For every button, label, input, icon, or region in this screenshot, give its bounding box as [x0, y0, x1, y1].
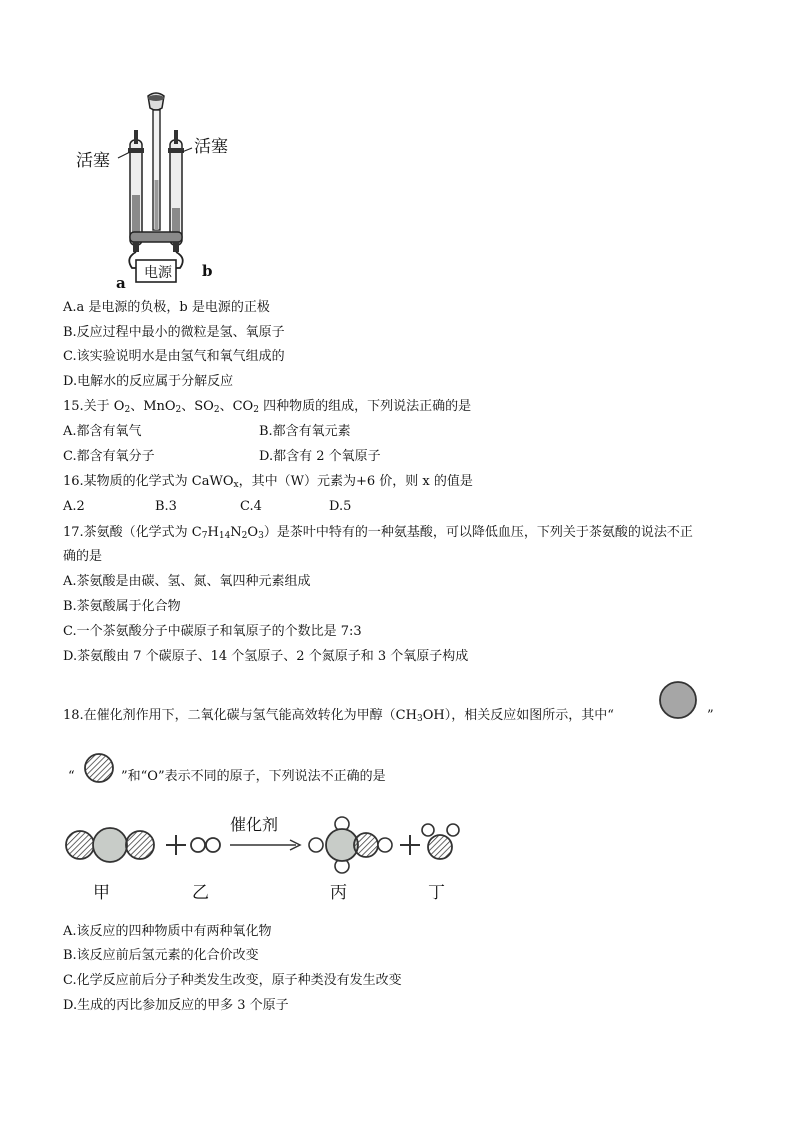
q14-option-b: B.反应过程中最小的微粒是氢、氧原子	[63, 325, 285, 340]
q17-option-a: A.茶氨酸是由碳、氢、氮、氧四种元素组成	[63, 574, 311, 589]
q15-option-b: B.都含有氧元素	[259, 424, 351, 439]
q18-stem-line2-open-quote: “	[68, 769, 75, 784]
q16-stem: 16.某物质的化学式为 CaWO$_x$，其中（W）元素为+6 价，则 x 的值是	[63, 474, 473, 490]
q18-option-b: B.该反应前后氢元素的化合价改变	[63, 948, 259, 963]
electrode-a-label: a	[116, 274, 126, 292]
q18-option-c: C.化学反应前后分子种类发生改变，原子种类没有发生改变	[63, 973, 402, 988]
hatched-atom-legend-icon	[79, 748, 119, 788]
q15-stem: 15.关于 $O_2$、MnO$_2$、$SO_2$、$CO_2$ 四种物质的组成，下列说法正确的是	[63, 399, 472, 415]
q14-option-d: D.电解水的反应属于分解反应	[63, 374, 234, 389]
electrode-b-label: b	[202, 262, 213, 280]
q16-option-b: B.3	[155, 499, 177, 514]
q16-option-a: A.2	[63, 499, 85, 514]
left-stopcock-label: 活塞	[76, 151, 110, 171]
label-jia: 甲	[93, 883, 110, 903]
q17-stem: 17.茶氨酸（化学式为 $C_7H_{14}N_2O_3$）是茶叶中特有的一种氨基酸，可以降低血压，下列关于茶氨酸的说法不正	[63, 525, 693, 541]
label-bing: 丙	[330, 883, 347, 903]
power-source-label: 电源	[144, 265, 172, 281]
molecule-ding	[422, 824, 459, 859]
q18-option-d: D.生成的丙比参加反应的甲多 3 个原子	[63, 998, 289, 1013]
q18-stem-line1-close-quote: ”	[707, 708, 714, 723]
q15-option-d: D.都含有 2 个氧原子	[259, 449, 381, 464]
q18-stem-line2-rest: ”和“O”表示不同的原子，下列说法不正确的是	[121, 769, 386, 784]
q16-option-d: D.5	[329, 499, 352, 514]
right-stopcock-label: 活塞	[194, 137, 228, 157]
label-yi: 乙	[192, 883, 209, 903]
gray-atom-legend-icon	[656, 678, 700, 722]
q14-option-a: A.a 是电源的负极，b 是电源的正极	[63, 300, 270, 315]
q17-stem-line2: 确的是	[63, 549, 103, 564]
catalyst-label: 催化剂	[230, 815, 279, 834]
q17-option-d: D.茶氨酸由 7 个碳原子、14 个氢原子、2 个氮原子和 3 个氧原子构成	[63, 649, 469, 664]
q14-option-c: C.该实验说明水是由氢气和氧气组成的	[63, 349, 285, 364]
q18-option-a: A.该反应的四种物质中有两种氧化物	[63, 924, 272, 939]
q17-option-c: C.一个茶氨酸分子中碳原子和氧原子的个数比是 7:3	[63, 624, 362, 639]
q17-option-b: B.茶氨酸属于化合物	[63, 599, 181, 614]
q15-option-c: C.都含有氧分子	[63, 449, 155, 464]
electrolysis-apparatus-figure	[70, 90, 250, 290]
molecule-yi	[191, 838, 220, 852]
label-ding: 丁	[428, 883, 445, 903]
q15-option-a: A.都含有氧气	[63, 424, 142, 439]
molecule-jia	[66, 828, 154, 862]
molecule-bing	[309, 817, 392, 873]
q18-stem-line1: 18.在催化剂作用下，二氧化碳与氢气能高效转化为甲醇$(CH_3OH)$，相关反应如图所示，其中“	[63, 708, 614, 724]
q16-option-c: C.4	[240, 499, 262, 514]
